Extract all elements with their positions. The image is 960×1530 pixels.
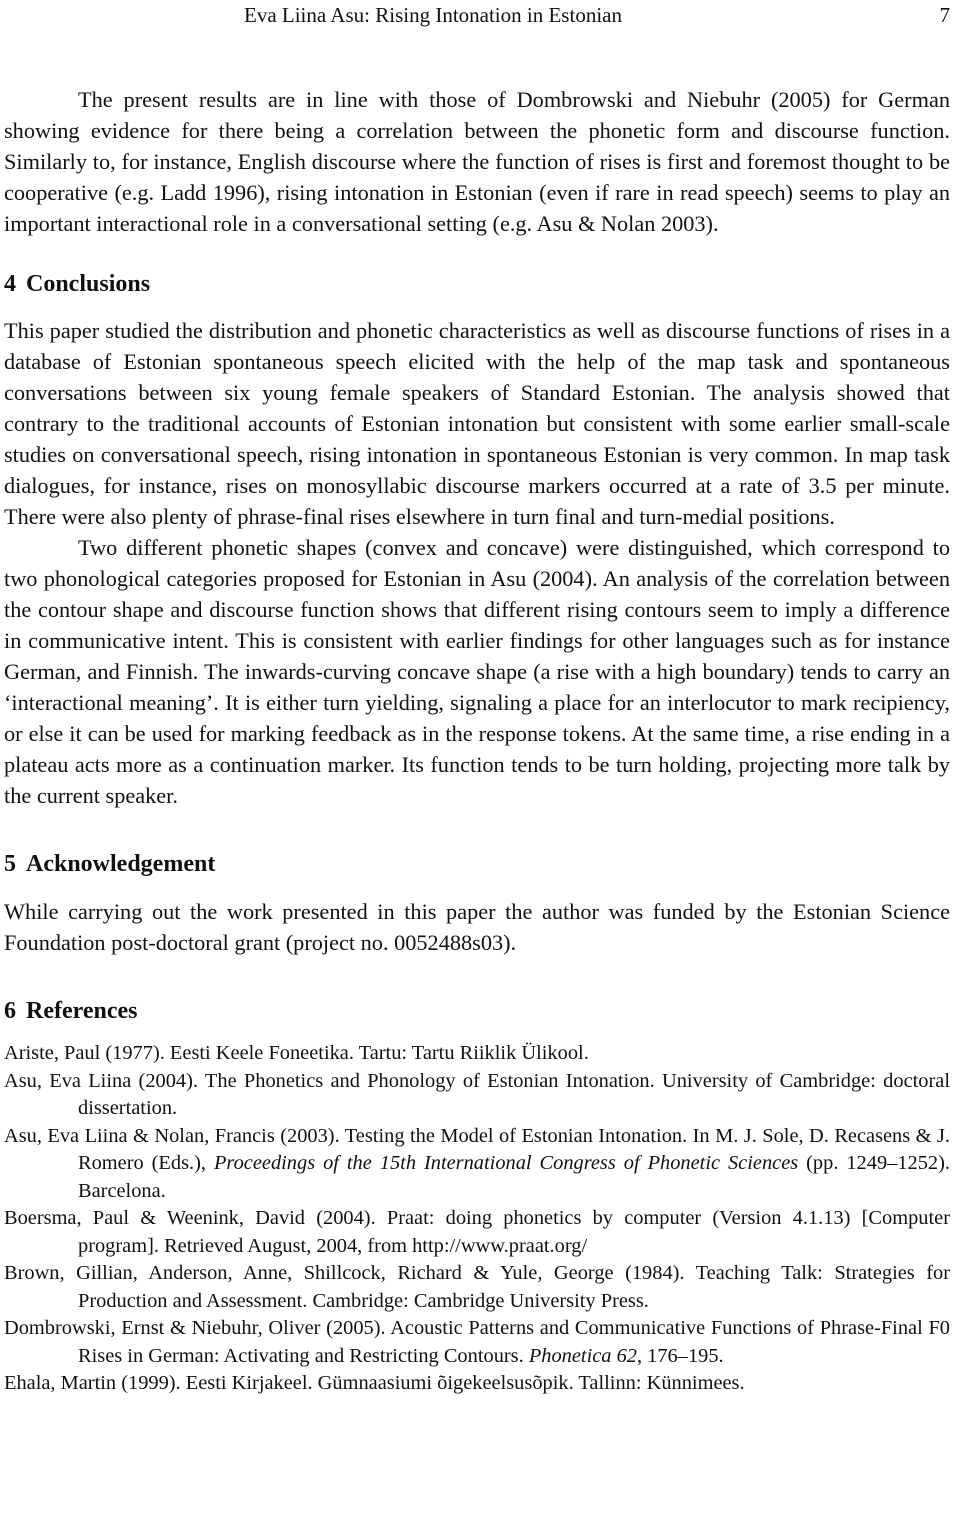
section-heading-acknowledgement xyxy=(4,850,950,878)
reference-entry xyxy=(4,1068,950,1123)
running-title: Eva Liina Asu: Rising Intonation in Estonian xyxy=(244,3,622,27)
reference-text: Ehala, Martin (1999). Eesti Kirjakeel. Gümnaasiumi õigekeelsusõpik. Tallinn: Künnimees. xyxy=(4,1372,745,1394)
reference-list xyxy=(4,1040,950,1398)
running-header xyxy=(4,0,950,30)
section-number: 6 xyxy=(4,998,16,1024)
reference-text: Dombrowski, Ernst & Niebuhr, Oliver (2005). Acoustic Patterns and Communicative Functions of Phrase-Final F0 Rises in German: Activating and Restricting Contours. xyxy=(4,1317,950,1367)
acknowledgement-paragraph: While carrying out the work presented in this paper the author was funded by the Estonian Science Foundation post-doctoral grant (project no. 0052488s03). xyxy=(4,899,950,955)
reference-italic-title: Proceedings of the 15th International Congress of Phonetic Sciences xyxy=(213,1152,799,1174)
section-title: References xyxy=(26,998,138,1024)
reference-entry xyxy=(4,1370,950,1398)
reference-text: Boersma, Paul & Weenink, David (2004). Praat: doing phonetics by computer (Version 4.1.13) [Computer program]. Retrieved August, 2004, from http://www.praat.org/ xyxy=(4,1207,950,1257)
body-text xyxy=(4,84,950,1398)
section-title: Acknowledgement xyxy=(26,851,216,877)
section-heading-references xyxy=(4,997,950,1025)
reference-text: Ariste, Paul (1977). Eesti Keele Foneetika. Tartu: Tartu Riiklik Ülikool. xyxy=(4,1042,589,1064)
page-number: 7 xyxy=(939,3,950,27)
reference-text: Asu, Eva Liina & Nolan, Francis (2003). Testing the Model of Estonian Intonation. In M. J. Sole, D. Recasens & J. Romero (Eds.), xyxy=(4,1124,950,1174)
reference-entry xyxy=(4,1260,950,1315)
reference-entry xyxy=(4,1040,950,1068)
section-title: Conclusions xyxy=(26,271,151,297)
reference-tail: , 176–195. xyxy=(636,1344,724,1367)
reference-entry xyxy=(4,1123,950,1206)
section-number: 5 xyxy=(4,851,16,877)
document-page xyxy=(4,0,950,1530)
section-heading-conclusions xyxy=(4,270,950,298)
reference-text: Brown, Gillian, Anderson, Anne, Shillcock, Richard & Yule, George (1984). Teaching Talk: Strategies for Production and Assessment. Cambridge: Cambridge University Press. xyxy=(4,1262,950,1312)
reference-italic-title: Phonetica 62 xyxy=(528,1344,637,1367)
reference-entry xyxy=(4,1205,950,1260)
section-number: 4 xyxy=(4,271,16,297)
reference-text: Asu, Eva Liina (2004). The Phonetics and Phonology of Estonian Intonation. University of Cambridge: doctoral dissertation. xyxy=(4,1069,950,1119)
reference-entry xyxy=(4,1315,950,1370)
intro-paragraph: The present results are in line with those of Dombrowski and Niebuhr (2005) for German showing evidence for there being a correlation between the phonetic form and discourse function. Similarly to, for instance, English discourse where the function of rises is first and foremost thought to be cooperative (e.g. Ladd 1996), rising intonation in Estonian (even if rare in read speech) seems to play an important interactional role in a conversational setting (e.g. Asu & Nolan 2003). xyxy=(4,87,950,236)
conclusions-paragraph-1: This paper studied the distribution and phonetic characteristics as well as discourse functions of rises in a database of Estonian spontaneous speech elicited with the help of the map task and spontaneous conversations between six young female speakers of Standard Estonian. The analysis showed that contrary to the traditional accounts of Estonian intonation but consistent with some earlier small-scale studies on conversational speech, rising intonation in spontaneous Estonian is very common. In map task dialogues, for instance, rises on monosyllabic discourse markers occurred at a rate of 3.5 per minute. There were also plenty of phrase-final rises elsewhere in turn final and turn-medial positions. xyxy=(4,318,950,529)
reference-tail: (pp. 1249–1252). Barcelona. xyxy=(78,1152,951,1202)
conclusions-paragraph-2: Two different phonetic shapes (convex and concave) were distinguished, which correspond to two phonological categories proposed for Estonian in Asu (2004). An analysis of the correlation between the contour shape and discourse function shows that different rising contours seem to imply a difference in communicative intent. This is consistent with earlier findings for other languages such as for instance German, and Finnish. The inwards-curving concave shape (a rise with a high boundary) tends to carry an ‘interactional meaning’. It is either turn yielding, signaling a place for an interlocutor to mark recipiency, or else it can be used for marking feedback as in the response tokens. At the same time, a rise ending in a plateau acts more as a continuation marker. Its function tends to be turn holding, projecting more talk by the current speaker. xyxy=(4,535,950,808)
